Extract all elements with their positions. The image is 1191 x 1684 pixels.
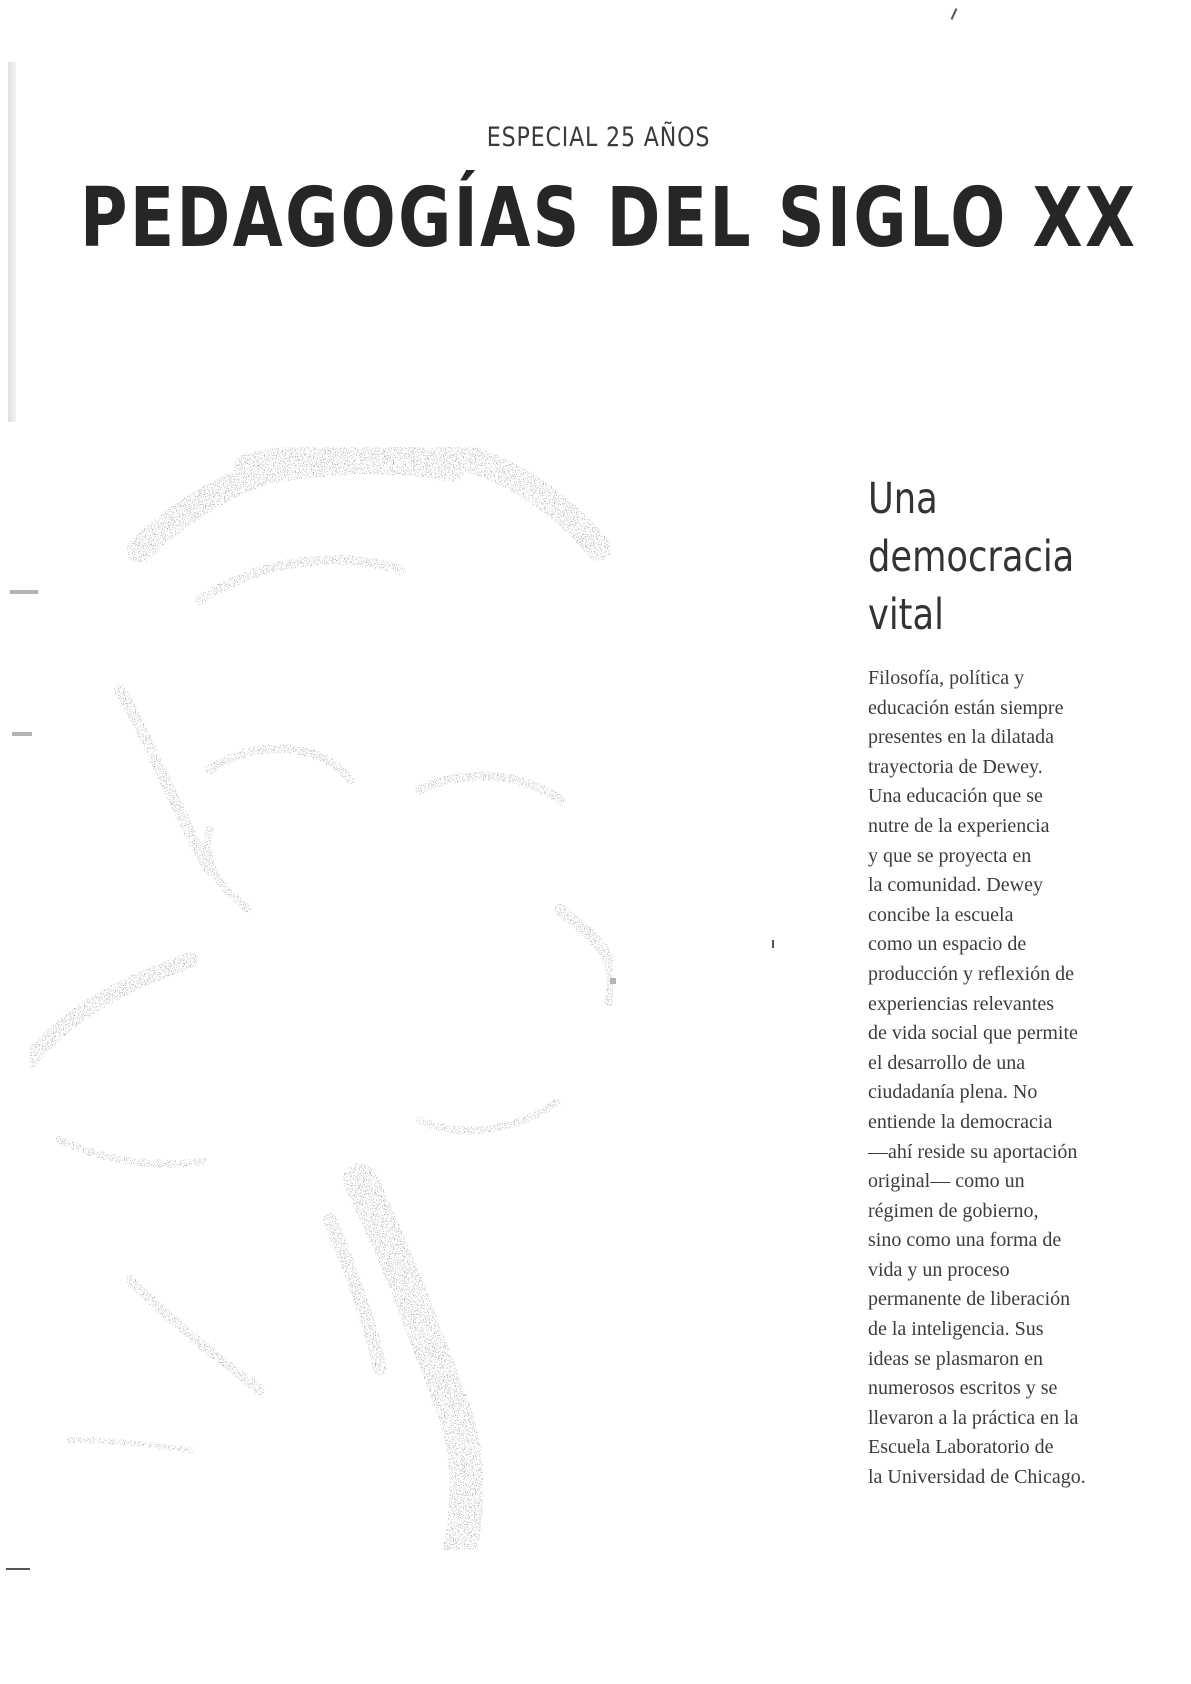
- article-title-line: vital: [868, 590, 944, 640]
- body-line: concibe la escuela: [868, 903, 1014, 926]
- scan-speck: [951, 8, 958, 20]
- body-line: ideas se plasmaron en: [868, 1347, 1043, 1370]
- body-line: la comunidad. Dewey: [868, 874, 1043, 897]
- body-line: producción y reflexión de: [868, 962, 1075, 985]
- body-line: el desarrollo de una: [868, 1051, 1026, 1074]
- article-title-line: Una: [868, 474, 938, 524]
- faded-portrait-image: [0, 440, 760, 1600]
- body-line: original— como un: [868, 1170, 1025, 1193]
- body-line: y que se proyecta en: [868, 844, 1032, 867]
- body-line: la Universidad de Chicago.: [868, 1466, 1086, 1489]
- body-line: Una educación que se: [868, 785, 1043, 808]
- article-body: [868, 664, 1130, 1493]
- article-title-line: democracia: [868, 532, 1075, 582]
- scan-speck: [6, 1568, 30, 1570]
- body-line: sino como una forma de: [868, 1229, 1062, 1252]
- body-line: régimen de gobierno,: [868, 1199, 1039, 1222]
- scan-edge-shadow: [8, 62, 16, 422]
- body-line: presentes en la dilatada: [868, 726, 1055, 749]
- article-title: [868, 470, 1074, 644]
- body-line: vida y un proceso: [868, 1258, 1010, 1281]
- body-line: experiencias relevantes: [868, 992, 1055, 1015]
- page-headline: PEDAGOGÍAS DEL SIGLO XX: [80, 171, 1138, 266]
- body-line: —ahí reside su aportación: [868, 1140, 1078, 1163]
- body-line: nutre de la experiencia: [868, 814, 1050, 837]
- body-line: de vida social que permite: [868, 1022, 1078, 1045]
- body-line: permanente de liberación: [868, 1288, 1071, 1311]
- body-line: como un espacio de: [868, 933, 1027, 956]
- body-line: Filosofía, política y: [868, 667, 1025, 689]
- body-line: ciudadanía plena. No: [868, 1081, 1038, 1104]
- body-line: entiende la democracia: [868, 1110, 1053, 1133]
- body-line: educación están siempre: [868, 696, 1064, 719]
- body-line: de la inteligencia. Sus: [868, 1318, 1044, 1341]
- section-kicker: ESPECIAL 25 AÑOS: [486, 122, 711, 153]
- scan-speck: [772, 940, 774, 948]
- body-line: Escuela Laboratorio de: [868, 1436, 1054, 1459]
- body-line: llevaron a la práctica en la: [868, 1406, 1079, 1429]
- body-line: trayectoria de Dewey.: [868, 755, 1043, 778]
- body-line: numerosos escritos y se: [868, 1377, 1058, 1400]
